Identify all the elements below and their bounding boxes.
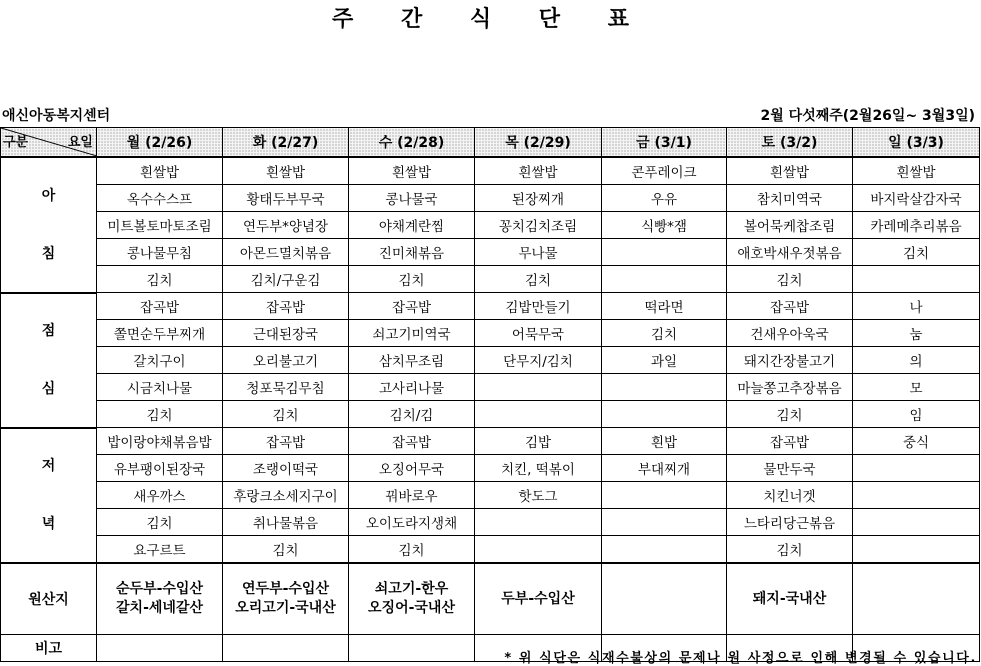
menu-item: 잡곡밥	[349, 293, 475, 320]
menu-item	[853, 536, 980, 564]
day-header-sat: 토 (3/2)	[727, 128, 853, 158]
menu-item: 떡라면	[602, 293, 727, 320]
menu-item: 참치미역국	[727, 185, 853, 212]
origin-cell	[602, 563, 727, 635]
menu-item: 후랑크소세지구이	[223, 482, 349, 509]
menu-item	[602, 239, 727, 266]
footnote: * 위 식단은 식재수불상의 문제나 원 사정으로 인해 변경될 수 있습니다.	[504, 651, 977, 666]
menu-item: 콩나물국	[349, 185, 475, 212]
menu-item: 콘푸레이크	[602, 157, 727, 185]
menu-row	[1, 428, 980, 455]
note-cell	[97, 635, 223, 662]
menu-item: 쇠고기미역국	[349, 320, 475, 347]
menu-row	[1, 157, 980, 185]
menu-item: 김치	[223, 536, 349, 564]
menu-item: 건새우아욱국	[727, 320, 853, 347]
menu-item: 김밥만들기	[475, 293, 602, 320]
menu-item: 꿔바로우	[349, 482, 475, 509]
meal-label-char: 침	[41, 245, 56, 262]
menu-item: 오이도라지생채	[349, 509, 475, 536]
menu-item: 김치	[602, 320, 727, 347]
menu-item: 치킨, 떡볶이	[475, 455, 602, 482]
origin-line: 돼지-국내산	[752, 590, 827, 607]
origin-line: 오징어-국내산	[368, 600, 455, 616]
menu-item: 카레메추리볶음	[853, 212, 980, 239]
menu-item: 어묵무국	[475, 320, 602, 347]
menu-item: 임	[853, 401, 980, 428]
menu-item: 잡곡밥	[727, 293, 853, 320]
menu-row	[1, 320, 980, 347]
menu-item	[602, 482, 727, 509]
menu-item	[475, 509, 602, 536]
day-header-sun: 일 (3/3)	[853, 128, 980, 158]
menu-item: 김치	[853, 239, 980, 266]
origin-row	[1, 563, 980, 635]
origin-line: 순두부-수입산	[116, 581, 203, 597]
menu-item: 요구르트	[97, 536, 223, 564]
organization-name: 애신아동복지센터	[2, 108, 111, 124]
menu-item: 흰쌀밥	[97, 157, 223, 185]
meal-label	[1, 293, 97, 428]
menu-item: 부대찌개	[602, 455, 727, 482]
menu-row	[1, 185, 980, 212]
menu-item: 흰쌀밥	[349, 157, 475, 185]
menu-item: 바지락살감자국	[853, 185, 980, 212]
note-label: 비고	[1, 635, 97, 662]
origin-line: 갈치-세네갈산	[116, 600, 203, 616]
menu-item: 김밥	[475, 428, 602, 455]
menu-item: 밥이랑야채볶음밥	[97, 428, 223, 455]
menu-item: 김치	[727, 401, 853, 428]
menu-item: 연두부*양념장	[223, 212, 349, 239]
menu-item	[853, 455, 980, 482]
meal-label	[1, 428, 97, 564]
menu-item: 근대된장국	[223, 320, 349, 347]
menu-item: 김치	[349, 266, 475, 293]
origin-cell	[223, 563, 349, 635]
menu-item: 무나물	[475, 239, 602, 266]
menu-item: 잡곡밥	[349, 428, 475, 455]
day-header-mon: 월 (2/26)	[97, 128, 223, 158]
menu-item: 청포묵김무침	[223, 374, 349, 401]
menu-item: 김치	[223, 401, 349, 428]
menu-item: 야채계란찜	[349, 212, 475, 239]
menu-row	[1, 266, 980, 293]
meal-label-char: 심	[41, 381, 56, 397]
menu-item: 오징어무국	[349, 455, 475, 482]
page-title: 주 간 식 단 표	[332, 7, 649, 32]
menu-item: 취나물볶음	[223, 509, 349, 536]
menu-item	[475, 401, 602, 428]
menu-item: 잡곡밥	[97, 293, 223, 320]
menu-item: 김치/김	[349, 401, 475, 428]
header-row	[1, 128, 980, 158]
menu-item	[475, 536, 602, 564]
origin-line: 두부-수입산	[501, 590, 575, 607]
meal-label-char: 아	[41, 187, 56, 204]
menu-item: 옥수수스프	[97, 185, 223, 212]
menu-item	[475, 374, 602, 401]
menu-item: 핫도그	[475, 482, 602, 509]
menu-row	[1, 509, 980, 536]
menu-item: 물만두국	[727, 455, 853, 482]
menu-row	[1, 293, 980, 320]
menu-row	[1, 374, 980, 401]
weekly-menu-table	[0, 127, 980, 662]
origin-line: 오리고기-국내산	[235, 600, 336, 616]
menu-item	[602, 266, 727, 293]
menu-item: 잡곡밥	[223, 428, 349, 455]
menu-item: 새우까스	[97, 482, 223, 509]
menu-item	[602, 509, 727, 536]
day-header-wed: 수 (2/28)	[349, 128, 475, 158]
origin-cell	[475, 563, 602, 635]
corner-label-day: 요일	[67, 135, 93, 150]
menu-item: 오리불고기	[223, 347, 349, 374]
menu-item: 김치	[475, 266, 602, 293]
menu-item: 치킨너겟	[727, 482, 853, 509]
menu-item: 김치	[97, 509, 223, 536]
menu-row	[1, 536, 980, 564]
meal-label-char: 저	[41, 458, 56, 475]
menu-item: 흰쌀밥	[475, 157, 602, 185]
menu-item	[853, 482, 980, 509]
menu-item: 미트볼토마토조림	[97, 212, 223, 239]
menu-item: 과일	[602, 347, 727, 374]
menu-row	[1, 347, 980, 374]
menu-item	[602, 401, 727, 428]
menu-item: 잡곡밥	[727, 428, 853, 455]
menu-item: 된장찌개	[475, 185, 602, 212]
menu-row	[1, 212, 980, 239]
menu-item: 진미채볶음	[349, 239, 475, 266]
menu-item: 모	[853, 374, 980, 401]
menu-item: 갈치구이	[97, 347, 223, 374]
meal-label	[1, 157, 97, 293]
menu-item: 고사리나물	[349, 374, 475, 401]
week-label: 2월 다섯째주(2월26일~ 3월3일)	[760, 108, 975, 124]
day-header-fri: 금 (3/1)	[602, 128, 727, 158]
menu-item: 애호박새우젓볶음	[727, 239, 853, 266]
menu-item: 흰밥	[602, 428, 727, 455]
origin-cell	[727, 563, 853, 635]
meal-label-char: 녁	[41, 516, 56, 533]
day-header-tue: 화 (2/27)	[223, 128, 349, 158]
menu-item: 삼치무조림	[349, 347, 475, 374]
menu-row	[1, 401, 980, 428]
menu-item: 황태두부무국	[223, 185, 349, 212]
origin-cell	[97, 563, 223, 635]
menu-item: 시금치나물	[97, 374, 223, 401]
menu-item: 김치	[727, 536, 853, 564]
menu-item: 볼어묵케찹조림	[727, 212, 853, 239]
menu-item	[602, 536, 727, 564]
menu-body	[1, 157, 980, 563]
menu-item: 조랭이떡국	[223, 455, 349, 482]
menu-item: 흰쌀밥	[223, 157, 349, 185]
menu-item: 김치	[97, 401, 223, 428]
menu-item	[853, 266, 980, 293]
menu-item: 단무지/김치	[475, 347, 602, 374]
menu-item: 의	[853, 347, 980, 374]
menu-item: 김치/구운김	[223, 266, 349, 293]
note-cell	[223, 635, 349, 662]
menu-row	[1, 482, 980, 509]
menu-item: 중식	[853, 428, 980, 455]
corner-header-cell	[1, 128, 97, 158]
menu-item: 흰쌀밥	[853, 157, 980, 185]
menu-item: 식빵*잼	[602, 212, 727, 239]
menu-item: 나	[853, 293, 980, 320]
origin-line: 쇠고기-한우	[374, 581, 449, 597]
corner-label-category: 구분	[3, 135, 29, 150]
menu-item: 돼지간장불고기	[727, 347, 853, 374]
menu-item: 김치	[727, 266, 853, 293]
menu-item	[602, 374, 727, 401]
menu-item: 콩나물무침	[97, 239, 223, 266]
day-header-thu: 목 (2/29)	[475, 128, 602, 158]
menu-item: 우유	[602, 185, 727, 212]
origin-cell	[853, 563, 980, 635]
note-cell	[349, 635, 475, 662]
menu-item: 흰쌀밥	[727, 157, 853, 185]
menu-item: 꽁치김치조림	[475, 212, 602, 239]
menu-item	[853, 509, 980, 536]
menu-item: 김치	[349, 536, 475, 564]
menu-item: 마늘쫑고추장볶음	[727, 374, 853, 401]
menu-item: 김치	[97, 266, 223, 293]
menu-item: 아몬드멸치볶음	[223, 239, 349, 266]
menu-item: 눔	[853, 320, 980, 347]
menu-row	[1, 239, 980, 266]
origin-line: 연두부-수입산	[242, 581, 329, 597]
menu-item: 유부팽이된장국	[97, 455, 223, 482]
menu-item: 느타리당근볶음	[727, 509, 853, 536]
menu-item: 잡곡밥	[223, 293, 349, 320]
meal-label-char: 점	[41, 323, 56, 339]
origin-label: 원산지	[1, 563, 97, 635]
origin-cell	[349, 563, 475, 635]
menu-row	[1, 455, 980, 482]
menu-item: 쫄면순두부찌개	[97, 320, 223, 347]
